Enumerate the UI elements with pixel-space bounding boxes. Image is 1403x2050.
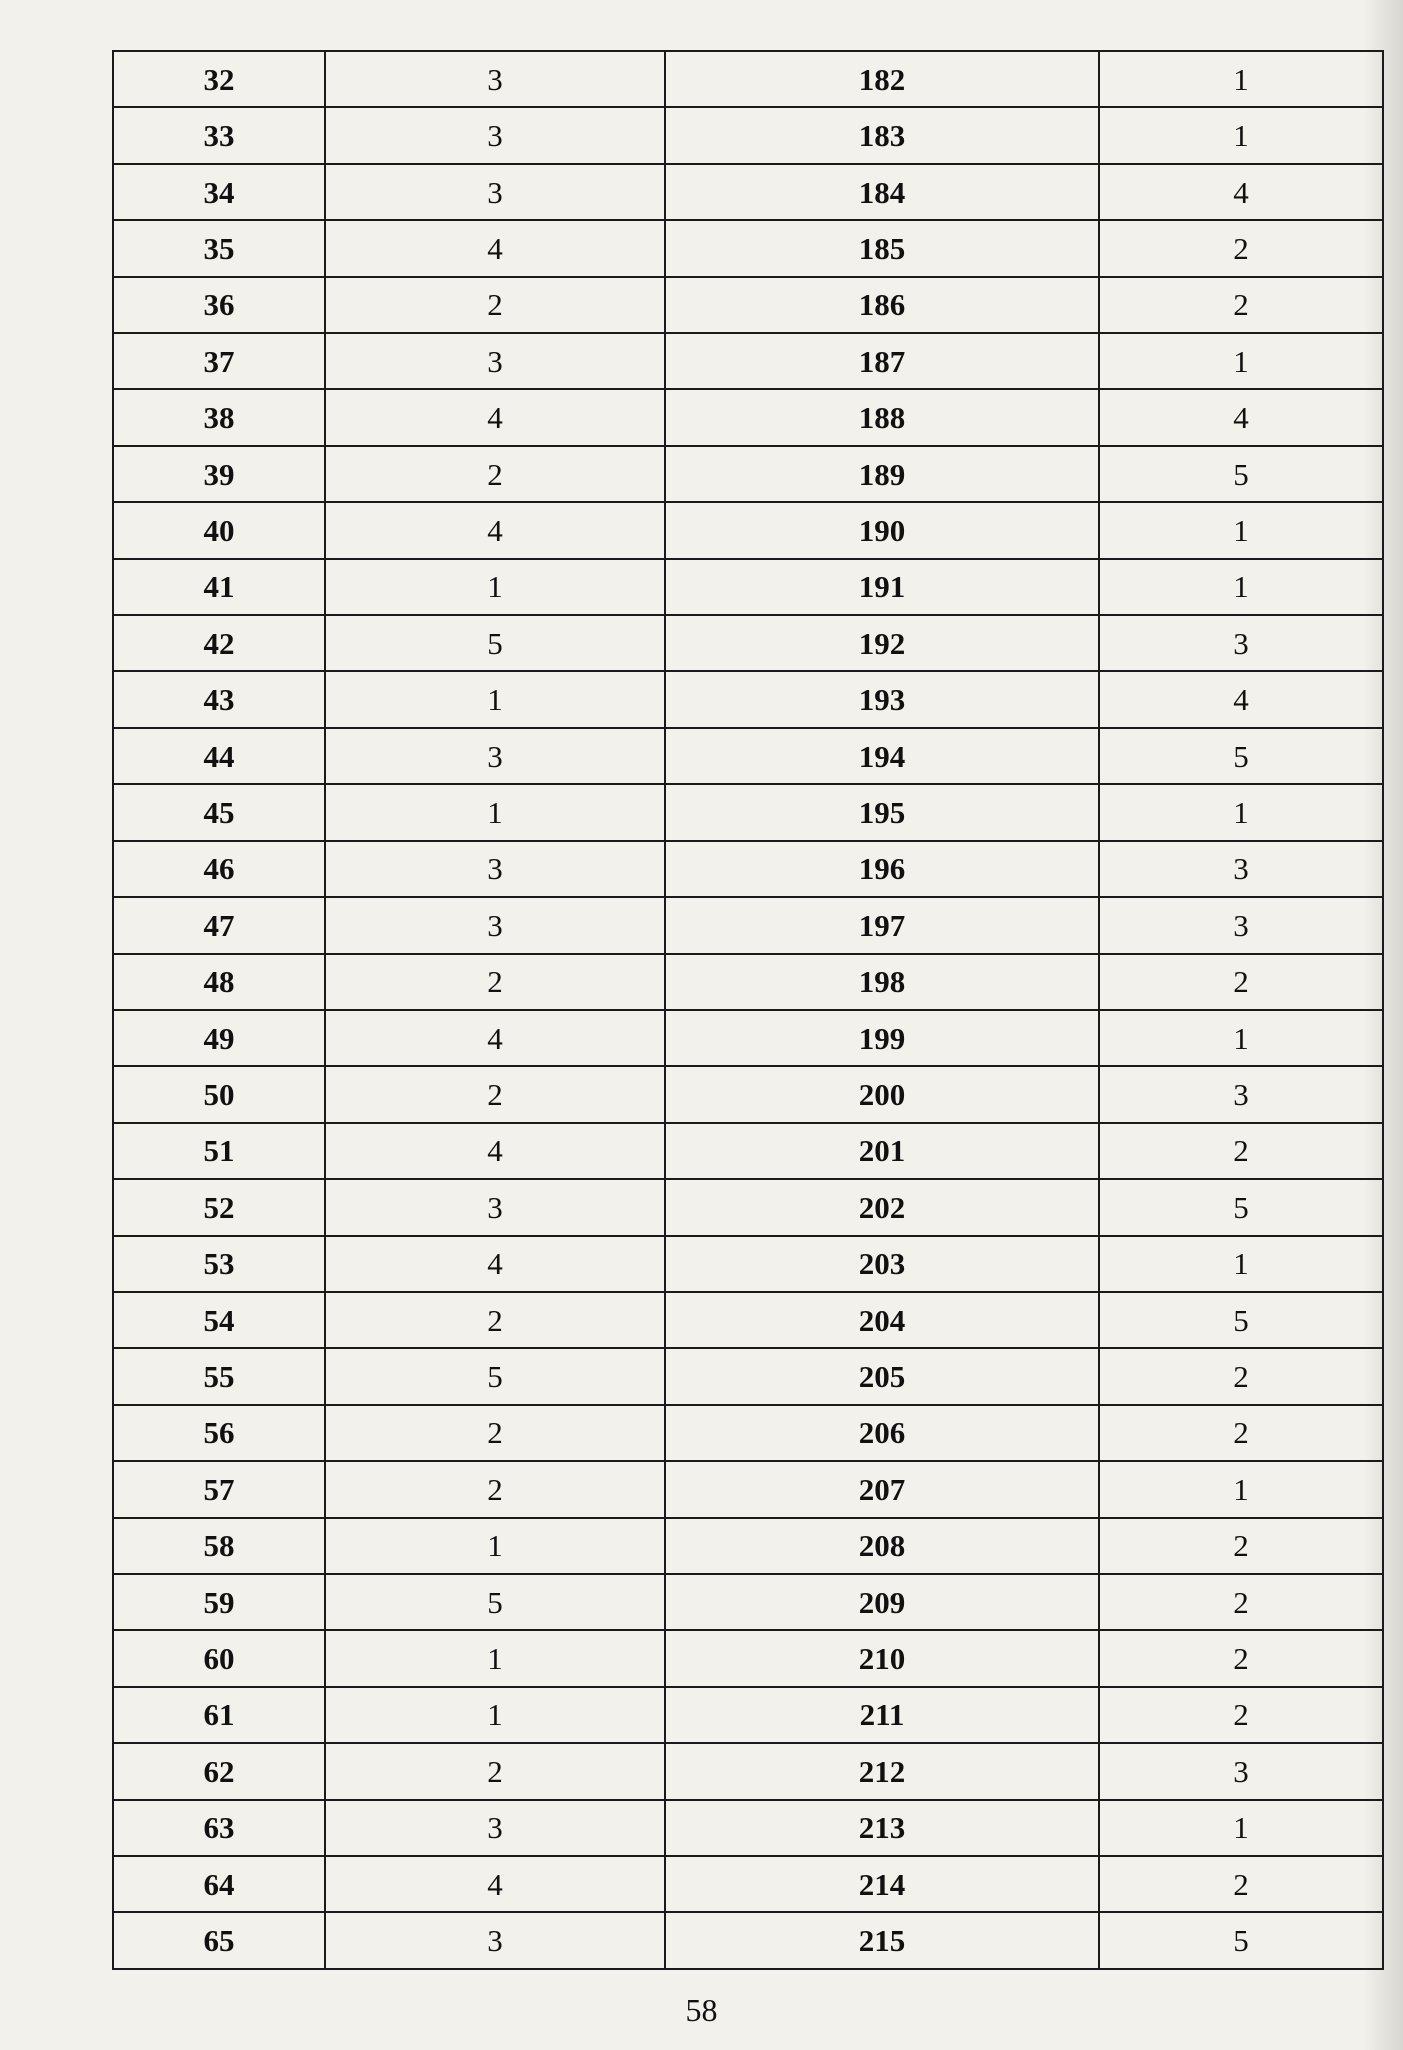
question-number-cell: 191: [665, 559, 1099, 615]
table-row: [113, 1518, 1383, 1574]
question-number-cell: 62: [113, 1743, 325, 1799]
answer-cell: 3: [1099, 841, 1383, 897]
table-row: [113, 1010, 1383, 1066]
question-number-cell: 54: [113, 1292, 325, 1348]
answer-cell: 4: [325, 1236, 665, 1292]
answer-cell: 2: [325, 277, 665, 333]
table-row: [113, 1292, 1383, 1348]
question-number-cell: 35: [113, 220, 325, 276]
answer-cell: 3: [1099, 1743, 1383, 1799]
question-number-cell: 194: [665, 728, 1099, 784]
answer-cell: 3: [325, 107, 665, 163]
answer-cell: 3: [325, 1179, 665, 1235]
table-row: [113, 1461, 1383, 1517]
question-number-cell: 32: [113, 51, 325, 107]
answer-cell: 1: [1099, 502, 1383, 558]
table-row: [113, 1912, 1383, 1969]
question-number-cell: 49: [113, 1010, 325, 1066]
answer-cell: 1: [1099, 1800, 1383, 1856]
answer-cell: 1: [325, 1630, 665, 1686]
table-row: [113, 897, 1383, 953]
answer-cell: 1: [1099, 1236, 1383, 1292]
question-number-cell: 45: [113, 784, 325, 840]
question-number-cell: 46: [113, 841, 325, 897]
answer-cell: 1: [1099, 1010, 1383, 1066]
question-number-cell: 200: [665, 1066, 1099, 1122]
table-row: [113, 954, 1383, 1010]
question-number-cell: 55: [113, 1348, 325, 1404]
question-number-cell: 36: [113, 277, 325, 333]
question-number-cell: 198: [665, 954, 1099, 1010]
answer-cell: 3: [325, 333, 665, 389]
answer-cell: 3: [1099, 897, 1383, 953]
question-number-cell: 185: [665, 220, 1099, 276]
answer-cell: 1: [1099, 559, 1383, 615]
answer-cell: 2: [1099, 1574, 1383, 1630]
answer-cell: 3: [1099, 615, 1383, 671]
answer-cell: 4: [1099, 671, 1383, 727]
answer-cell: 1: [325, 1687, 665, 1743]
answer-cell: 1: [325, 1518, 665, 1574]
question-number-cell: 207: [665, 1461, 1099, 1517]
question-number-cell: 51: [113, 1123, 325, 1179]
question-number-cell: 205: [665, 1348, 1099, 1404]
table-row: [113, 1743, 1383, 1799]
answer-cell: 4: [325, 502, 665, 558]
answer-cell: 4: [325, 220, 665, 276]
table-row: [113, 446, 1383, 502]
answer-cell: 4: [325, 1123, 665, 1179]
question-number-cell: 47: [113, 897, 325, 953]
page-number: 58: [685, 1992, 718, 2028]
answer-cell: 2: [1099, 220, 1383, 276]
question-number-cell: 53: [113, 1236, 325, 1292]
table-row: [113, 1179, 1383, 1235]
answer-cell: 5: [325, 1574, 665, 1630]
answer-cell: 2: [1099, 1123, 1383, 1179]
table-row: [113, 671, 1383, 727]
answer-cell: 2: [1099, 1630, 1383, 1686]
answer-cell: 3: [325, 897, 665, 953]
question-number-cell: 215: [665, 1912, 1099, 1969]
table-row: [113, 559, 1383, 615]
question-number-cell: 61: [113, 1687, 325, 1743]
answer-cell: 2: [325, 1461, 665, 1517]
table-row: [113, 333, 1383, 389]
table-row: [113, 220, 1383, 276]
question-number-cell: 50: [113, 1066, 325, 1122]
question-number-cell: 59: [113, 1574, 325, 1630]
question-number-cell: 41: [113, 559, 325, 615]
question-number-cell: 39: [113, 446, 325, 502]
answer-cell: 2: [1099, 277, 1383, 333]
answer-cell: 3: [325, 728, 665, 784]
question-number-cell: 65: [113, 1912, 325, 1969]
question-number-cell: 38: [113, 389, 325, 445]
table-row: [113, 1800, 1383, 1856]
question-number-cell: 56: [113, 1405, 325, 1461]
table-row: [113, 1630, 1383, 1686]
answer-cell: 3: [325, 1912, 665, 1969]
answers-table-body: [113, 51, 1383, 1969]
table-row: [113, 1236, 1383, 1292]
question-number-cell: 189: [665, 446, 1099, 502]
answer-cell: 4: [325, 1856, 665, 1912]
answer-cell: 2: [325, 1066, 665, 1122]
table-row: [113, 1856, 1383, 1912]
question-number-cell: 57: [113, 1461, 325, 1517]
question-number-cell: 44: [113, 728, 325, 784]
answer-cell: 1: [1099, 333, 1383, 389]
question-number-cell: 212: [665, 1743, 1099, 1799]
question-number-cell: 188: [665, 389, 1099, 445]
table-row: [113, 841, 1383, 897]
answer-cell: 5: [1099, 446, 1383, 502]
answer-cell: 5: [1099, 728, 1383, 784]
question-number-cell: 48: [113, 954, 325, 1010]
question-number-cell: 58: [113, 1518, 325, 1574]
question-number-cell: 196: [665, 841, 1099, 897]
question-number-cell: 33: [113, 107, 325, 163]
question-number-cell: 208: [665, 1518, 1099, 1574]
answer-cell: 5: [1099, 1912, 1383, 1969]
table-row: [113, 1123, 1383, 1179]
answer-cell: 5: [325, 615, 665, 671]
answers-table: [112, 50, 1384, 1970]
question-number-cell: 204: [665, 1292, 1099, 1348]
question-number-cell: 209: [665, 1574, 1099, 1630]
answer-cell: 5: [325, 1348, 665, 1404]
table-row: [113, 164, 1383, 220]
question-number-cell: 37: [113, 333, 325, 389]
question-number-cell: 199: [665, 1010, 1099, 1066]
answer-cell: 3: [325, 841, 665, 897]
answer-cell: 1: [325, 784, 665, 840]
table-row: [113, 728, 1383, 784]
answer-cell: 1: [325, 671, 665, 727]
answer-cell: 2: [325, 1743, 665, 1799]
answer-cell: 1: [1099, 1461, 1383, 1517]
answer-cell: 2: [325, 1405, 665, 1461]
question-number-cell: 195: [665, 784, 1099, 840]
answer-cell: 3: [325, 164, 665, 220]
answer-cell: 5: [1099, 1179, 1383, 1235]
question-number-cell: 203: [665, 1236, 1099, 1292]
table-row: [113, 51, 1383, 107]
answer-cell: 3: [325, 1800, 665, 1856]
question-number-cell: 214: [665, 1856, 1099, 1912]
question-number-cell: 42: [113, 615, 325, 671]
table-row: [113, 1066, 1383, 1122]
question-number-cell: 193: [665, 671, 1099, 727]
answer-cell: 1: [1099, 784, 1383, 840]
answer-cell: 4: [1099, 389, 1383, 445]
question-number-cell: 186: [665, 277, 1099, 333]
answer-cell: 2: [325, 954, 665, 1010]
answer-cell: 4: [325, 389, 665, 445]
question-number-cell: 210: [665, 1630, 1099, 1686]
table-row: [113, 107, 1383, 163]
question-number-cell: 63: [113, 1800, 325, 1856]
table-row: [113, 1687, 1383, 1743]
question-number-cell: 206: [665, 1405, 1099, 1461]
answer-cell: 4: [1099, 164, 1383, 220]
table-row: [113, 1348, 1383, 1404]
question-number-cell: 183: [665, 107, 1099, 163]
question-number-cell: 52: [113, 1179, 325, 1235]
answer-cell: 4: [325, 1010, 665, 1066]
answer-cell: 2: [325, 446, 665, 502]
question-number-cell: 34: [113, 164, 325, 220]
answer-cell: 2: [1099, 1518, 1383, 1574]
answer-cell: 2: [1099, 1348, 1383, 1404]
question-number-cell: 60: [113, 1630, 325, 1686]
answer-cell: 1: [325, 559, 665, 615]
question-number-cell: 187: [665, 333, 1099, 389]
answer-cell: 2: [1099, 1687, 1383, 1743]
question-number-cell: 192: [665, 615, 1099, 671]
answer-cell: 3: [325, 51, 665, 107]
table-row: [113, 502, 1383, 558]
question-number-cell: 64: [113, 1856, 325, 1912]
question-number-cell: 201: [665, 1123, 1099, 1179]
answer-cell: 3: [1099, 1066, 1383, 1122]
answer-cell: 2: [1099, 1405, 1383, 1461]
answer-cell: 1: [1099, 51, 1383, 107]
question-number-cell: 184: [665, 164, 1099, 220]
table-row: [113, 389, 1383, 445]
table-row: [113, 615, 1383, 671]
question-number-cell: 197: [665, 897, 1099, 953]
table-row: [113, 1574, 1383, 1630]
table-row: [113, 1405, 1383, 1461]
answer-cell: 2: [1099, 1856, 1383, 1912]
question-number-cell: 40: [113, 502, 325, 558]
question-number-cell: 190: [665, 502, 1099, 558]
question-number-cell: 211: [665, 1687, 1099, 1743]
answer-cell: 2: [325, 1292, 665, 1348]
answer-cell: 1: [1099, 107, 1383, 163]
question-number-cell: 202: [665, 1179, 1099, 1235]
answer-cell: 2: [1099, 954, 1383, 1010]
question-number-cell: 43: [113, 671, 325, 727]
answer-cell: 5: [1099, 1292, 1383, 1348]
question-number-cell: 213: [665, 1800, 1099, 1856]
table-row: [113, 277, 1383, 333]
table-row: [113, 784, 1383, 840]
question-number-cell: 182: [665, 51, 1099, 107]
